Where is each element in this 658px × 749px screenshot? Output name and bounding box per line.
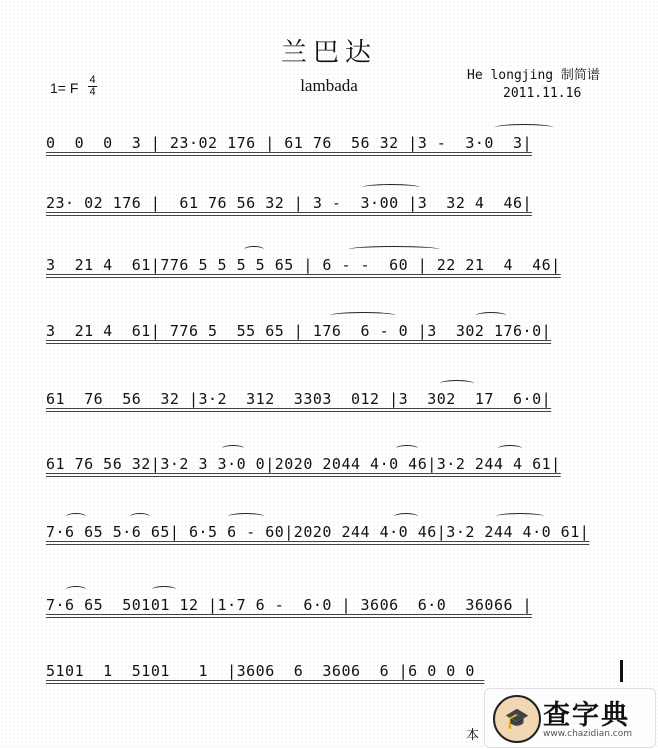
song-subtitle: lambada — [300, 76, 358, 95]
site-logo — [484, 688, 656, 748]
tie-arc — [222, 445, 244, 452]
tie-arc — [66, 586, 86, 593]
tie-arc — [496, 513, 544, 520]
time-signature — [88, 75, 97, 98]
tie-arc — [244, 246, 264, 253]
tie-arc — [130, 513, 150, 520]
logo-url: www.chazidian.com — [543, 729, 633, 739]
date: 2011.11.16 — [503, 86, 582, 101]
tie-arc — [66, 513, 86, 520]
tie-arc — [228, 513, 264, 520]
author-credit: He longjing 制简谱 — [467, 68, 600, 83]
tie-arc — [152, 586, 176, 593]
score-line-3: 3 21 4 61|776 5 5 5 5 65 | 6 - - 60 | 22 21 4 46| — [46, 256, 561, 274]
time-signature-bottom: 4 — [89, 86, 96, 98]
tie-arc — [495, 124, 553, 131]
tie-arc — [476, 312, 506, 319]
tie-arc — [440, 380, 474, 387]
tie-arc — [498, 445, 522, 452]
tie-arc — [362, 184, 420, 191]
song-title: 兰巴达 — [280, 38, 377, 68]
mascot-icon: 🎓 — [493, 695, 541, 743]
score-line-7: 7·6 65 5·6 65| 6·5 6 - 60|2020 244 4·0 46|3·2 244 4·0 61| — [46, 523, 590, 541]
logo-text: 查字典 — [543, 700, 630, 731]
watermark-prefix: 本 — [466, 728, 480, 743]
tie-arc — [396, 445, 418, 452]
tie-arc — [330, 312, 396, 319]
score-line-9: 5101 1 5101 1 |3606 6 3606 6 |6 0 0 0 — [46, 662, 485, 680]
score-line-2: 23· 02 176 | 61 76 56 32 | 3 - 3·00 |3 32 4 46| — [46, 194, 533, 212]
score-line-5: 61 76 56 32 |3·2 312 3303 012 |3 302 17 6·0| — [46, 390, 552, 408]
score-line-8: 7·6 65 50101 12 |1·7 6 - 6·0 | 3606 6·0 36066 | — [46, 596, 533, 614]
score-line-6: 61 76 56 32|3·2 3 3·0 0|2020 2044 4·0 46|3·2 244 4 61| — [46, 455, 561, 473]
final-barline — [620, 660, 623, 682]
time-signature-top: 4 — [89, 74, 96, 86]
score-line-4: 3 21 4 61| 776 5 55 65 | 176 6 - 0 |3 302 176·0| — [46, 322, 552, 340]
tie-arc — [348, 246, 440, 253]
tie-arc — [394, 513, 418, 520]
key-signature: 1= F — [50, 80, 79, 96]
score-line-1: 0 0 0 3 | 23·02 176 | 61 76 56 32 |3 - 3·0 3| — [46, 134, 533, 152]
